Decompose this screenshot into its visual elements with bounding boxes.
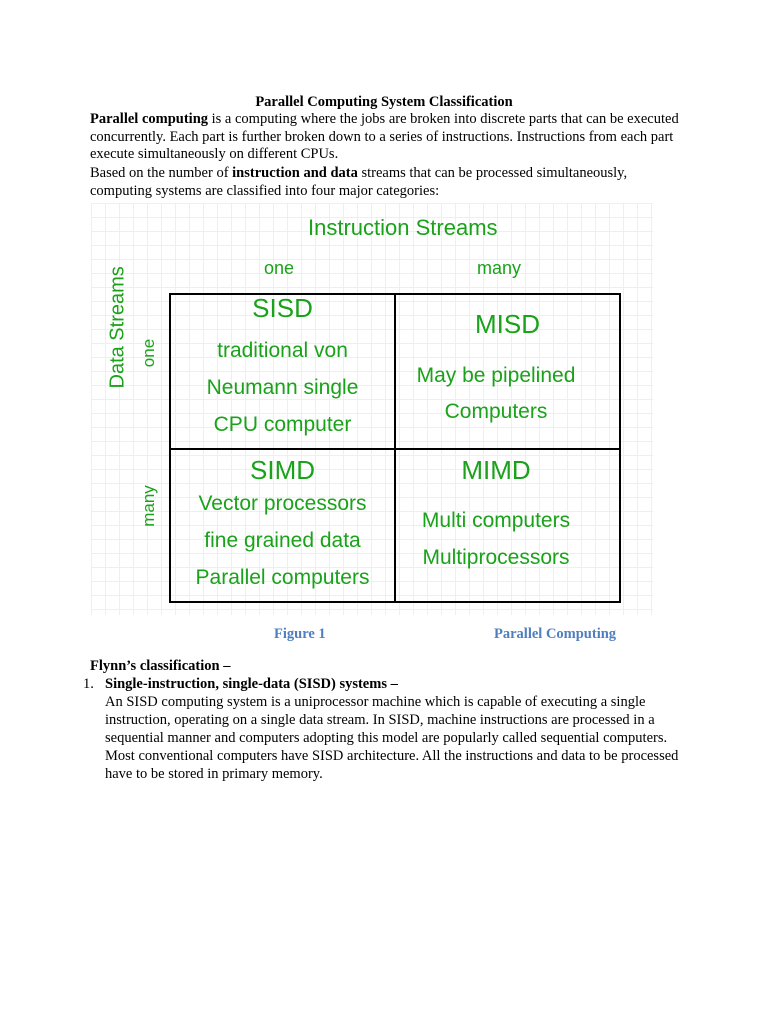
sisd-line-2: Neumann single <box>206 376 359 399</box>
misd-line-1: May be pipelined <box>416 364 576 387</box>
classification-bold-term: instruction and data <box>232 165 358 181</box>
mimd-line-2: Multiprocessors <box>422 546 570 569</box>
sisd-title: SISD <box>252 293 313 323</box>
instruction-one-label: one <box>264 258 295 278</box>
simd-line-2: fine grained data <box>204 529 361 552</box>
list-item-body: An SISD computing system is a uniprocessor machine which is capable of executing a single instruction, operating on a single data stream. In SISD, machine instructions are processed in a sequential manner and computers adopting this model are popularly called sequential computers. Most conventional computers have SISD architecture. All the instructions and data to be processed have to be stored in primary memory. <box>105 694 679 782</box>
taxonomy-grid <box>169 293 621 603</box>
intro-paragraph <box>90 111 680 164</box>
data-one-label: one <box>139 338 158 368</box>
mimd-line-1: Multi computers <box>421 509 571 532</box>
intro-bold-term: Parallel computing <box>90 111 209 127</box>
data-streams-label: Data Streams <box>106 266 129 389</box>
data-many-label: many <box>139 485 158 527</box>
intro-text: is a computing where the jobs are broken into discrete parts that can be executed concurrently. Each part is further broken down to a series of instructions. Instructions from each part execute simultaneously on different CPUs. <box>90 111 679 162</box>
sisd-line-3: CPU computer <box>213 413 352 436</box>
sisd-line-1: traditional von <box>217 339 348 362</box>
flynn-taxonomy-figure <box>91 203 653 615</box>
list-item-heading: Single-instruction, single-data (SISD) systems – <box>105 676 398 692</box>
grid-horizontal-divider <box>171 448 619 450</box>
instruction-streams-label: Instruction Streams <box>308 215 498 240</box>
document-title: Parallel Computing System Classification <box>255 94 513 110</box>
instruction-many-label: many <box>477 258 522 278</box>
misd-line-2: Computers <box>444 400 548 423</box>
simd-line-3: Parallel computers <box>195 566 370 589</box>
list-item-number: 1. <box>83 676 94 692</box>
mimd-title: MIMD <box>461 455 531 485</box>
classification-text-after: streams that can be processed simultaneously, computing systems are classified into four major categories: <box>90 165 628 199</box>
classification-text-before: Based on the number of <box>90 165 233 181</box>
misd-title: MISD <box>475 309 540 339</box>
simd-title: SIMD <box>250 455 315 485</box>
figure-caption-label: Parallel Computing <box>494 626 617 642</box>
figure-caption: Figure 1 <box>274 626 326 642</box>
simd-line-1: Vector processors <box>198 492 367 515</box>
classification-paragraph <box>90 165 680 200</box>
flynn-heading: Flynn’s classification – <box>90 658 231 674</box>
